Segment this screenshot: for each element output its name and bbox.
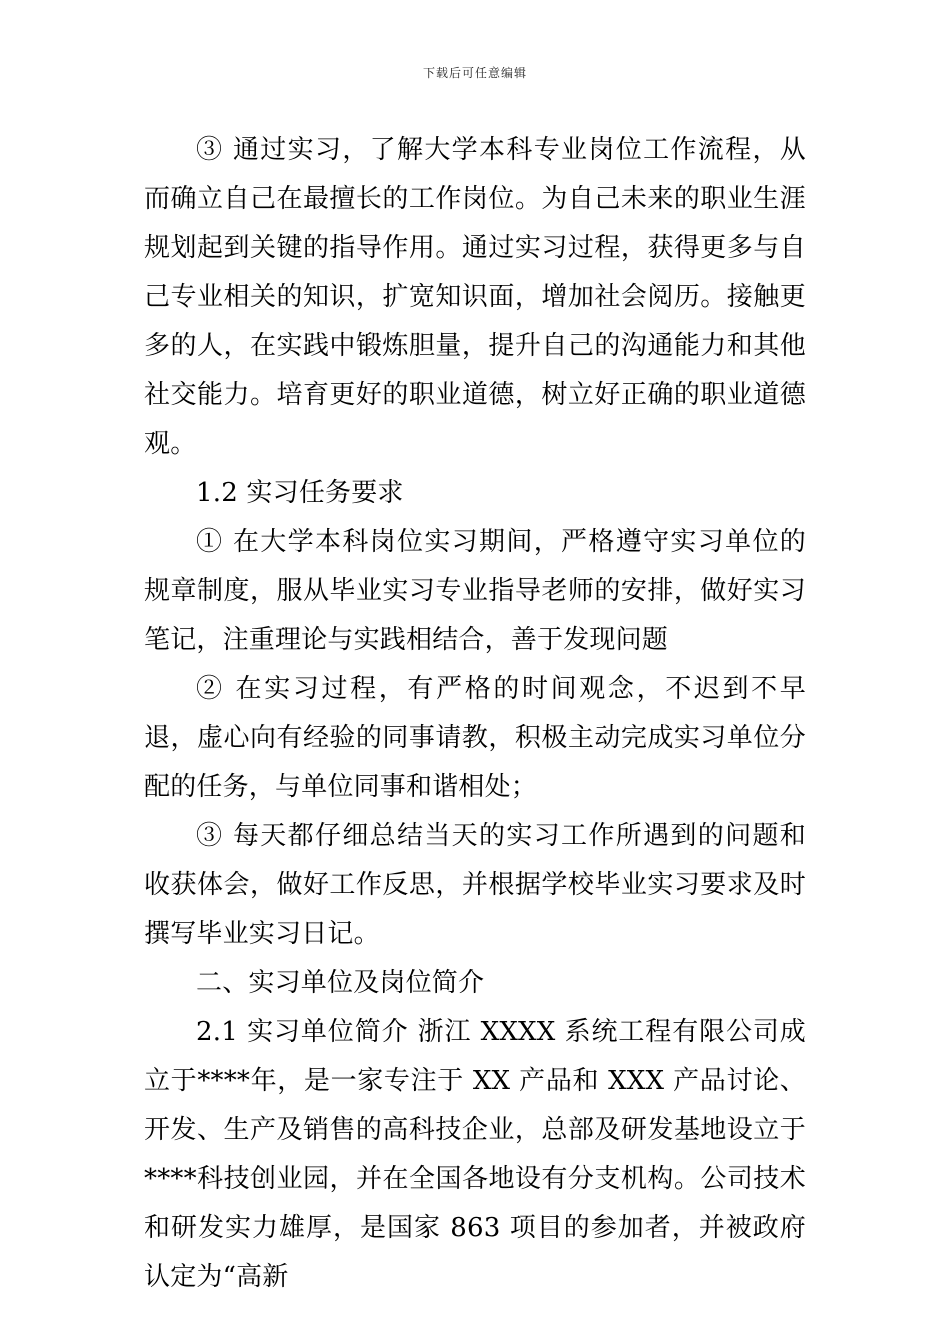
section-heading-2: 二、实习单位及岗位简介 — [196, 968, 485, 998]
paragraph-company-intro: 2.1 实习单位简介 浙江 XXXX 系统工程有限公司成立于****年，是一家专注于 XX 产品和 XXX 产品讨论、开发、生产及销售的高科技企业，总部及研发基地设立于****科技创业园，并在全国各地设有分支机构。公司技术和研发实力雄厚，是国家 863 项目的参加者，并被政府认定为“高新 — [144, 1017, 806, 1292]
section-heading-1-2: 1.2 实习任务要求 — [196, 478, 404, 508]
paragraph-objective-3: ③ 通过实习，了解大学本科专业岗位工作流程，从而确立自己在最擅长的工作岗位。为自己未来的职业生涯规划起到关键的指导作用。通过实习过程，获得更多与自己专业相关的知识，扩宽知识面，增加社会阅历。接触更多的人，在实践中锻炼胆量，提升自己的沟通能力和其他社交能力。培育更好的职业道德，树立好正确的职业道德观。 — [144, 135, 806, 459]
paragraph-requirement-2: ② 在实习过程，有严格的时间观念，不迟到不早退，虚心向有经验的同事请教，积极主动完成实习单位分配的任务，与单位同事和谐相处； — [144, 674, 806, 802]
paragraph-requirement-1: ① 在大学本科岗位实习期间，严格遵守实习单位的规章制度，服从毕业实习专业指导老师的安排，做好实习笔记，注重理论与实践相结合，善于发现问题 — [144, 527, 806, 655]
page-header: 下载后可任意编辑 — [422, 66, 527, 80]
document-body — [144, 126, 806, 1302]
paragraph-requirement-3: ③ 每天都仔细总结当天的实习工作所遇到的问题和收获体会，做好工作反思，并根据学校毕业实习要求及时撰写毕业实习日记。 — [144, 821, 806, 949]
